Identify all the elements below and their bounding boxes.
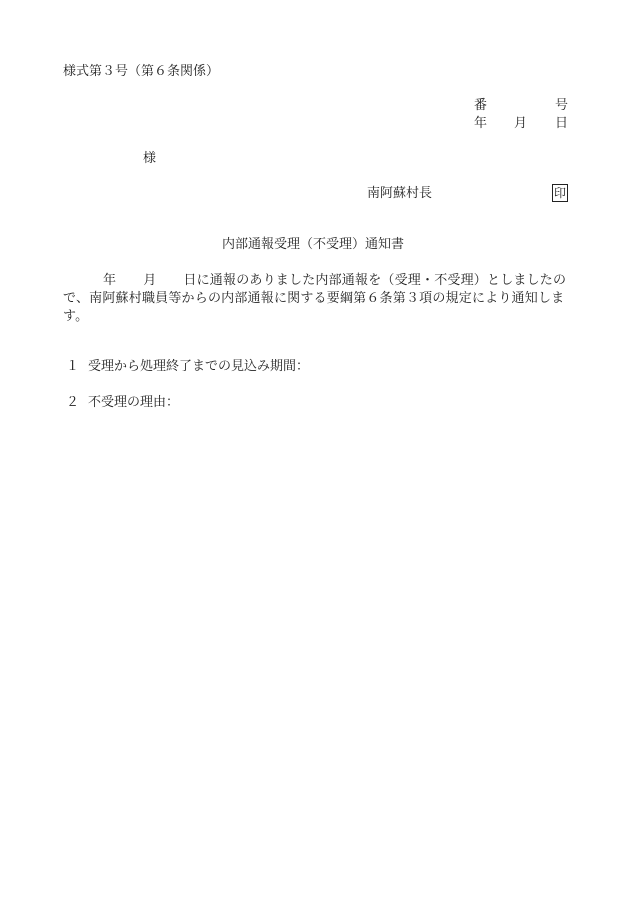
document-number-label: 番 — [474, 98, 488, 113]
sender-name: 南阿蘇村長 — [367, 186, 433, 201]
document-title: 内部通報受理（不受理）通知書 — [222, 237, 405, 252]
seal-stamp: 印 — [553, 186, 566, 200]
item-expected-period — [66, 360, 309, 373]
body-line-1 — [63, 272, 573, 290]
item-number: １ — [66, 359, 80, 374]
body-line-1-text: 日に通報のありました内部通報を（受理・不受理）としましたの — [183, 273, 567, 288]
date-month-label: 月 — [514, 116, 528, 131]
body-line-2: で、南阿蘇村職員等からの内部通報に関する要綱第６条第３項の規定により通知しま — [63, 291, 565, 306]
notice-body — [63, 272, 573, 326]
document-number-suffix: 号 — [555, 98, 569, 113]
addressee-honorific: 様 — [143, 151, 157, 166]
body-line-3: す。 — [63, 309, 89, 324]
item-number: ２ — [66, 395, 80, 410]
body-year-label: 年 — [103, 273, 117, 288]
item-text: 受理から処理終了までの見込み期間： — [88, 359, 310, 374]
body-month-label: 月 — [143, 273, 157, 288]
item-text: 不受理の理由： — [88, 395, 180, 410]
item-rejection-reason — [66, 396, 179, 409]
date-year-label: 年 — [474, 116, 488, 131]
form-number: 様式第３号（第６条関係） — [63, 64, 220, 79]
date-day-label: 日 — [555, 116, 569, 131]
